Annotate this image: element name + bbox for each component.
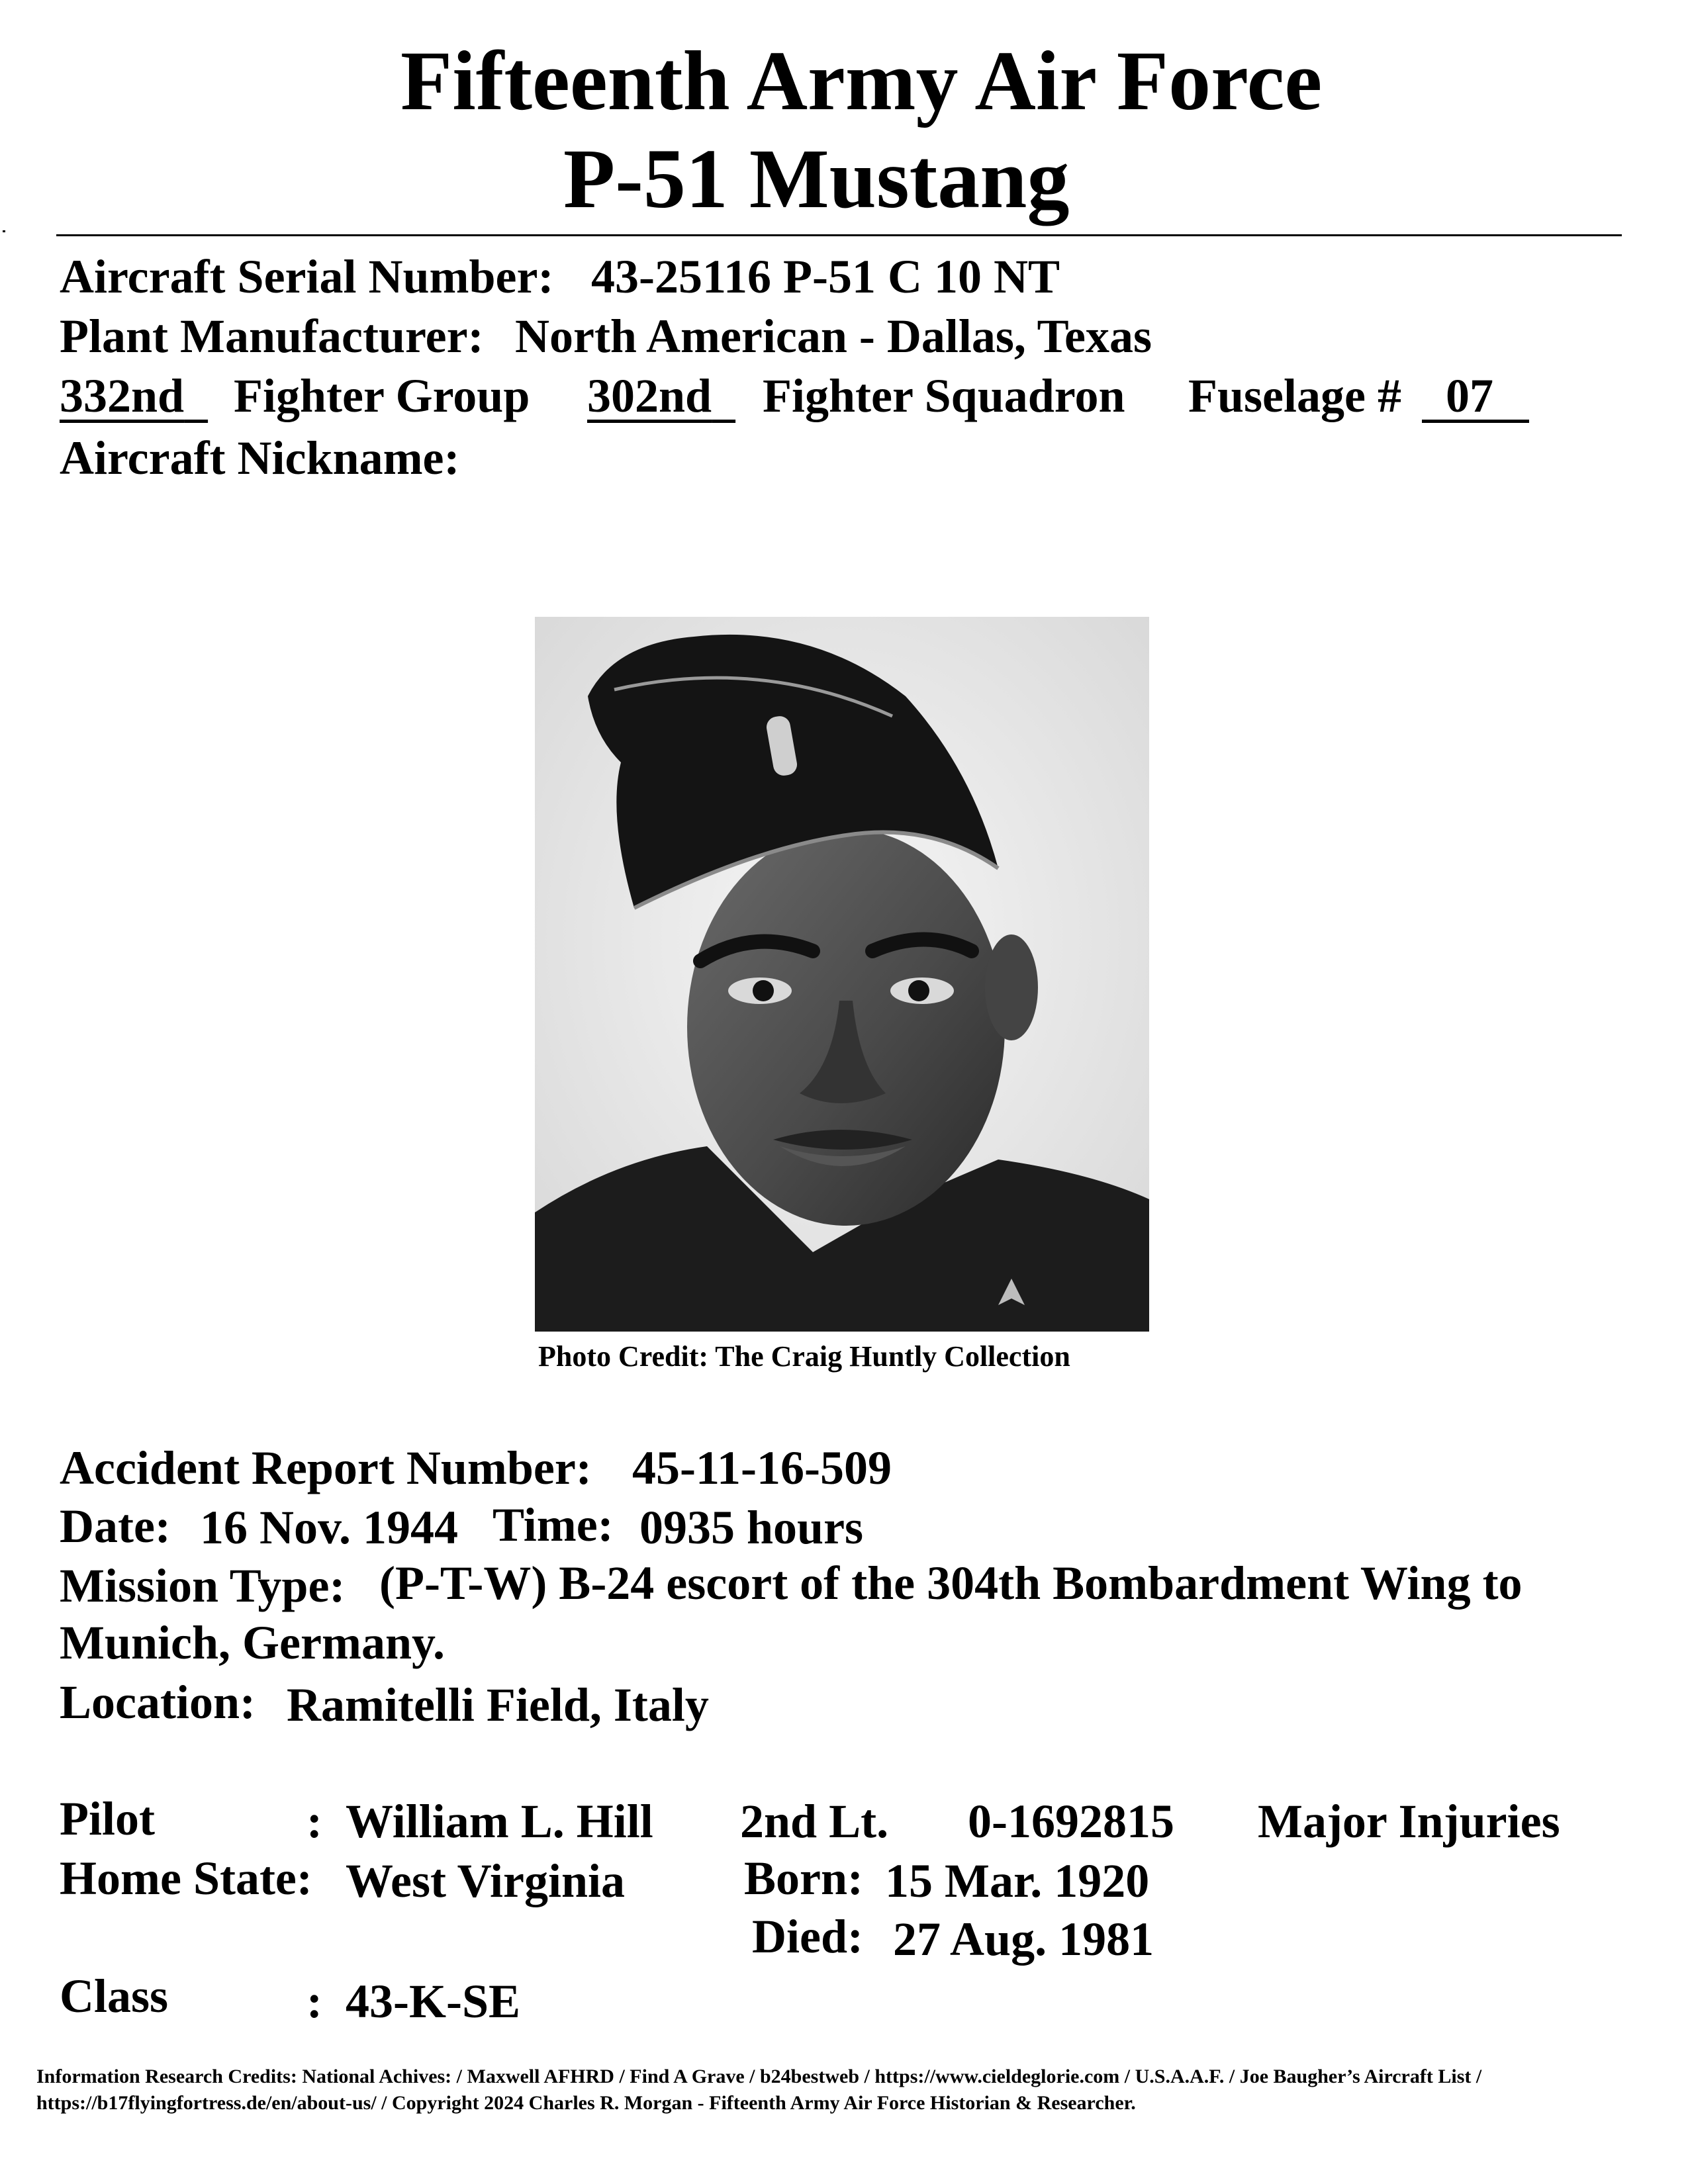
home-state-label: Home State: xyxy=(60,1852,312,1905)
report-value: 45-11-16-509 xyxy=(632,1441,892,1494)
born-value: 15 Mar. 1920 xyxy=(885,1854,1150,1907)
mission-label: Mission Type: xyxy=(60,1559,346,1612)
group-label: Fighter Group xyxy=(234,369,530,422)
mission-value-line1: (P-T-W) B-24 escort of the 304th Bombardment Wing to xyxy=(379,1557,1523,1610)
margin-mark xyxy=(3,230,5,232)
manufacturer-value: North American - Dallas, Texas xyxy=(515,310,1152,363)
date-label: Date: xyxy=(60,1500,171,1553)
pilot-label: Pilot xyxy=(60,1792,155,1845)
born-label: Born: xyxy=(744,1852,863,1905)
fuselage-value: 07 xyxy=(1446,369,1493,422)
mission-value-line2: Munich, Germany. xyxy=(60,1616,445,1669)
nickname-label: Aircraft Nickname: xyxy=(60,432,460,484)
footer-credits-line2: https://b17flyingfortress.de/en/about-us/ / Copyright 2024 Charles R. Morgan - Fifteenth Army Air Force Historian & Researcher. xyxy=(36,2092,1136,2114)
header-divider xyxy=(56,234,1622,236)
photo-credit: Photo Credit: The Craig Huntly Collection xyxy=(538,1340,1070,1373)
died-value: 27 Aug. 1981 xyxy=(893,1913,1154,1966)
date-value: 16 Nov. 1944 xyxy=(200,1501,459,1554)
fuselage-label: Fuselage # xyxy=(1188,369,1401,422)
group-value: 332nd xyxy=(60,369,185,422)
squadron-label: Fighter Squadron xyxy=(763,369,1125,422)
home-state-value: West Virginia xyxy=(346,1854,626,1907)
pilot-injury: Major Injuries xyxy=(1258,1795,1560,1848)
page-title-line1: Fifteenth Army Air Force xyxy=(400,34,1323,128)
manufacturer-label: Plant Manufacturer: xyxy=(60,310,484,363)
class-value: 43-K-SE xyxy=(346,1975,521,2028)
class-label: Class xyxy=(60,1970,169,2023)
serial-value: 43-25116 P-51 C 10 NT xyxy=(591,250,1060,303)
pilot-portrait-photo xyxy=(535,617,1149,1332)
location-label: Location: xyxy=(60,1676,256,1729)
page-title-line2: P-51 Mustang xyxy=(563,132,1070,226)
serial-label: Aircraft Serial Number: xyxy=(60,250,554,303)
pilot-colon: : xyxy=(306,1795,322,1848)
died-label: Died: xyxy=(752,1910,863,1963)
time-label: Time: xyxy=(492,1498,614,1551)
report-label: Accident Report Number: xyxy=(60,1441,592,1494)
pilot-name: William L. Hill xyxy=(346,1795,653,1848)
time-value: 0935 hours xyxy=(639,1501,864,1554)
pilot-rank: 2nd Lt. xyxy=(740,1795,889,1848)
footer-credits-line1: Information Research Credits: National Achives: / Maxwell AFHRD / Find A Grave / b24bestweb / https://www.cieldeglorie.com / U.S.A.A.F. / Joe Baugher’s Aircraft List / xyxy=(36,2066,1482,2087)
squadron-value: 302nd xyxy=(587,369,712,422)
location-value: Ramitelli Field, Italy xyxy=(287,1678,709,1731)
pilot-service-number: 0-1692815 xyxy=(968,1795,1174,1848)
class-colon: : xyxy=(306,1975,322,2028)
